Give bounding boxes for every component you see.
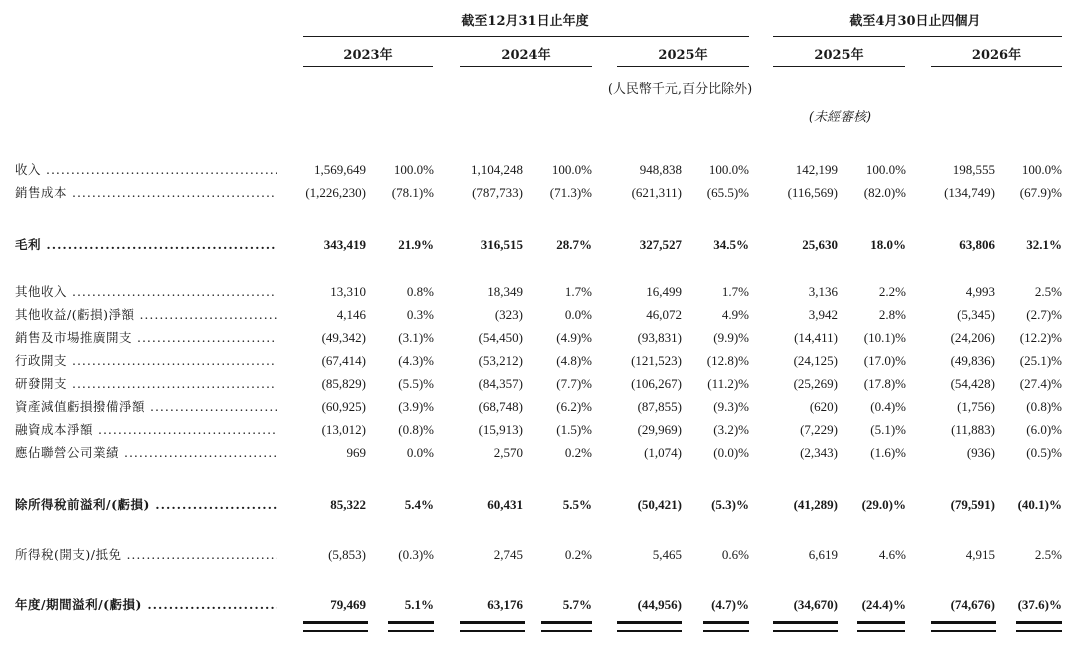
amount-cell: (79,591) [950, 497, 995, 512]
year-header-2023: 2023年 [343, 48, 393, 63]
amount-cell: 16,499 [646, 284, 682, 299]
percent-cell: (12.2)% [1019, 330, 1062, 345]
amount-cell: 3,942 [808, 307, 838, 322]
amount-cell: 969 [346, 445, 366, 460]
percent-cell: (17.8)% [863, 376, 906, 391]
header-interim-rule [773, 36, 1062, 37]
double-rule-bottom [460, 630, 525, 632]
amount-cell: (1,756) [957, 399, 995, 414]
percent-cell: (65.5)% [706, 185, 749, 200]
percent-cell: 34.5% [713, 237, 749, 252]
percent-cell: (2.7)% [1026, 307, 1062, 322]
amount-cell: (68,748) [478, 399, 523, 414]
percent-cell: 18.0% [870, 237, 906, 252]
percent-cell: (9.9)% [713, 330, 749, 345]
unaudited-note: (未經審核) [808, 110, 872, 125]
amount-cell: (87,855) [637, 399, 682, 414]
percent-cell: (4.7)% [711, 597, 749, 612]
year-rule-2024 [460, 66, 592, 67]
double-rule-top [617, 621, 682, 628]
percent-cell: (6.2)% [556, 399, 592, 414]
table-row [0, 327, 1080, 349]
row-label: 銷售及市場推廣開支 ..... [15, 327, 277, 349]
amount-cell: (1,074) [644, 445, 682, 460]
amount-cell: (15,913) [478, 422, 523, 437]
percent-cell: (1.5)% [556, 422, 592, 437]
amount-cell: (787,733) [472, 185, 523, 200]
amount-cell: 4,993 [965, 284, 995, 299]
amount-cell: 18,349 [487, 284, 523, 299]
double-rule-top [931, 621, 996, 628]
percent-cell: (9.3)% [713, 399, 749, 414]
percent-cell: (40.1)% [1017, 497, 1062, 512]
table-row [0, 373, 1080, 395]
percent-cell: (29.0)% [861, 497, 906, 512]
row-label: 年度/期間溢利/(虧損) ..... [15, 594, 277, 616]
amount-cell: (24,125) [793, 353, 838, 368]
amount-cell: (74,676) [950, 597, 995, 612]
percent-cell: (5.5)% [398, 376, 434, 391]
double-rule-top [703, 621, 749, 628]
double-rule-bottom [388, 630, 434, 632]
year-rule-2026 [931, 66, 1062, 67]
amount-cell: 327,527 [639, 237, 682, 252]
amount-cell: 2,745 [493, 547, 523, 562]
amount-cell: 85,322 [330, 497, 366, 512]
amount-cell: 4,915 [965, 547, 995, 562]
double-rule-bottom [1016, 630, 1062, 632]
year-rule-2023 [303, 66, 433, 67]
amount-cell: (620) [809, 399, 838, 414]
double-rule-bottom [617, 630, 682, 632]
percent-cell: 5.5% [562, 497, 592, 512]
percent-cell: (0.8)% [398, 422, 434, 437]
row-label: 融資成本淨額 ..... [15, 419, 277, 441]
percent-cell: (6.0)% [1026, 422, 1062, 437]
percent-cell: (0.0)% [713, 445, 749, 460]
amount-cell: 142,199 [795, 162, 838, 177]
percent-cell: (0.3)% [398, 547, 434, 562]
amount-cell: (60,925) [321, 399, 366, 414]
percent-cell: 0.6% [721, 547, 749, 562]
double-rule-top [857, 621, 905, 628]
percent-cell: 0.8% [406, 284, 434, 299]
table-row [0, 350, 1080, 372]
amount-cell: (116,569) [787, 185, 838, 200]
amount-cell: (44,956) [637, 597, 682, 612]
double-rule-bottom [857, 630, 905, 632]
amount-cell: (5,853) [328, 547, 366, 562]
percent-cell: 2.2% [878, 284, 906, 299]
percent-cell: (11.2)% [707, 376, 749, 391]
percent-cell: (37.6)% [1017, 597, 1062, 612]
amount-cell: (2,343) [800, 445, 838, 460]
row-label: 應佔聯營公司業績 ..... [15, 442, 277, 464]
percent-cell: (0.8)% [1026, 399, 1062, 414]
amount-cell: (93,831) [637, 330, 682, 345]
amount-cell: 5,465 [652, 547, 682, 562]
percent-cell: 2.8% [878, 307, 906, 322]
year-rule-2025 [617, 66, 749, 67]
percent-cell: (3.2)% [713, 422, 749, 437]
amount-cell: 63,806 [959, 237, 995, 252]
percent-cell: 5.7% [562, 597, 592, 612]
table-row [0, 396, 1080, 418]
percent-cell: 5.4% [404, 497, 434, 512]
amount-cell: (323) [494, 307, 523, 322]
amount-cell: 60,431 [487, 497, 523, 512]
percent-cell: 28.7% [556, 237, 592, 252]
double-rule-top [773, 621, 838, 628]
percent-cell: (12.8)% [706, 353, 749, 368]
percent-cell: 32.1% [1026, 237, 1062, 252]
percent-cell: (78.1)% [391, 185, 434, 200]
amount-cell: 1,104,248 [471, 162, 523, 177]
percent-cell: (10.1)% [863, 330, 906, 345]
year-header-2025-interim: 2025年 [814, 48, 864, 63]
amount-cell: (49,342) [321, 330, 366, 345]
amount-cell: (49,836) [950, 353, 995, 368]
percent-cell: 2.5% [1034, 547, 1062, 562]
amount-cell: (1,226,230) [305, 185, 366, 200]
amount-cell: (5,345) [957, 307, 995, 322]
double-rule-bottom [703, 630, 749, 632]
amount-cell: 13,310 [330, 284, 366, 299]
percent-cell: (4.9)% [556, 330, 592, 345]
double-rule-top [388, 621, 434, 628]
table-row [0, 159, 1080, 181]
table-row [0, 419, 1080, 441]
table-row [0, 442, 1080, 464]
percent-cell: (67.9)% [1019, 185, 1062, 200]
double-rule-top [1016, 621, 1062, 628]
amount-cell: 198,555 [952, 162, 995, 177]
row-label: 收入 ..... [15, 159, 277, 181]
amount-cell: (34,670) [793, 597, 838, 612]
percent-cell: 4.9% [721, 307, 749, 322]
percent-cell: (3.9)% [398, 399, 434, 414]
percent-cell: 100.0% [708, 162, 749, 177]
amount-cell: 948,838 [639, 162, 682, 177]
row-label: 研發開支 ..... [15, 373, 277, 395]
amount-cell: (121,523) [631, 353, 682, 368]
double-rule-top [541, 621, 592, 628]
percent-cell: (71.3)% [549, 185, 592, 200]
row-label: 其他收入 ..... [15, 281, 277, 303]
row-label: 銷售成本 ..... [15, 182, 277, 204]
row-label: 所得稅(開支)/抵免 ..... [15, 544, 277, 566]
percent-cell: (3.1)% [398, 330, 434, 345]
amount-cell: (936) [966, 445, 995, 460]
table-row [0, 281, 1080, 303]
percent-cell: (7.7)% [556, 376, 592, 391]
percent-cell: (0.4)% [870, 399, 906, 414]
year-header-2024: 2024年 [501, 48, 551, 63]
amount-cell: 343,419 [323, 237, 366, 252]
amount-cell: (54,450) [478, 330, 523, 345]
percent-cell: 0.0% [406, 445, 434, 460]
table-row [0, 304, 1080, 326]
percent-cell: (5.1)% [870, 422, 906, 437]
percent-cell: (4.3)% [398, 353, 434, 368]
header-annual-period: 截至12月31日止年度 [461, 14, 589, 29]
amount-cell: (621,311) [631, 185, 682, 200]
amount-cell: (25,269) [793, 376, 838, 391]
amount-cell: 2,570 [493, 445, 523, 460]
amount-cell: 6,619 [808, 547, 838, 562]
amount-cell: (54,428) [950, 376, 995, 391]
amount-cell: 316,515 [480, 237, 523, 252]
percent-cell: 1.7% [564, 284, 592, 299]
percent-cell: 0.3% [406, 307, 434, 322]
header-annual-rule [303, 36, 749, 37]
row-label: 其他收益/(虧損)淨額 ..... [15, 304, 277, 326]
amount-cell: (84,357) [478, 376, 523, 391]
percent-cell: 100.0% [393, 162, 434, 177]
percent-cell: 0.0% [564, 307, 592, 322]
double-rule-bottom [773, 630, 838, 632]
amount-cell: (41,289) [793, 497, 838, 512]
table-row [0, 544, 1080, 566]
amount-cell: (134,749) [944, 185, 995, 200]
table-row [0, 234, 1080, 256]
double-rule-bottom [931, 630, 996, 632]
year-header-2025: 2025年 [658, 48, 708, 63]
row-label: 毛利 ..... [15, 234, 277, 256]
percent-cell: (82.0)% [863, 185, 906, 200]
header-interim-period: 截至4月30日止四個月 [849, 14, 981, 29]
percent-cell: 5.1% [404, 597, 434, 612]
amount-cell: (11,883) [951, 422, 995, 437]
percent-cell: (25.1)% [1019, 353, 1062, 368]
percent-cell: (5.3)% [711, 497, 749, 512]
percent-cell: (24.4)% [861, 597, 906, 612]
amount-cell: 3,136 [808, 284, 838, 299]
amount-cell: (53,212) [478, 353, 523, 368]
amount-cell: (50,421) [637, 497, 682, 512]
percent-cell: (1.6)% [870, 445, 906, 460]
percent-cell: (27.4)% [1019, 376, 1062, 391]
table-row [0, 494, 1080, 516]
year-rule-2025-interim [773, 66, 905, 67]
amount-cell: (24,206) [950, 330, 995, 345]
table-row [0, 594, 1080, 616]
percent-cell: (0.5)% [1026, 445, 1062, 460]
amount-cell: 63,176 [487, 597, 523, 612]
year-header-2026: 2026年 [971, 48, 1022, 63]
unit-note: (人民幣千元,百分比除外) [607, 82, 753, 97]
amount-cell: (13,012) [321, 422, 366, 437]
percent-cell: 4.6% [878, 547, 906, 562]
percent-cell: 100.0% [1021, 162, 1062, 177]
amount-cell: (29,969) [637, 422, 682, 437]
percent-cell: 0.2% [564, 547, 592, 562]
amount-cell: (85,829) [321, 376, 366, 391]
amount-cell: 25,630 [802, 237, 838, 252]
amount-cell: (67,414) [321, 353, 366, 368]
double-rule-top [303, 621, 368, 628]
row-label: 行政開支 ..... [15, 350, 277, 372]
percent-cell: 1.7% [721, 284, 749, 299]
amount-cell: 1,569,649 [314, 162, 366, 177]
amount-cell: 4,146 [336, 307, 366, 322]
double-rule-bottom [541, 630, 592, 632]
row-label: 資產減值虧損撥備淨額 ..... [15, 396, 277, 418]
percent-cell: 100.0% [865, 162, 906, 177]
amount-cell: 79,469 [330, 597, 366, 612]
percent-cell: (17.0)% [863, 353, 906, 368]
amount-cell: (7,229) [800, 422, 838, 437]
amount-cell: (14,411) [794, 330, 838, 345]
double-rule-bottom [303, 630, 368, 632]
percent-cell: 0.2% [564, 445, 592, 460]
percent-cell: 2.5% [1034, 284, 1062, 299]
amount-cell: (106,267) [631, 376, 682, 391]
table-row [0, 182, 1080, 204]
double-rule-top [460, 621, 525, 628]
row-label: 除所得稅前溢利/(虧損) ..... [15, 494, 277, 516]
amount-cell: 46,072 [646, 307, 682, 322]
percent-cell: (4.8)% [556, 353, 592, 368]
percent-cell: 21.9% [398, 237, 434, 252]
percent-cell: 100.0% [551, 162, 592, 177]
